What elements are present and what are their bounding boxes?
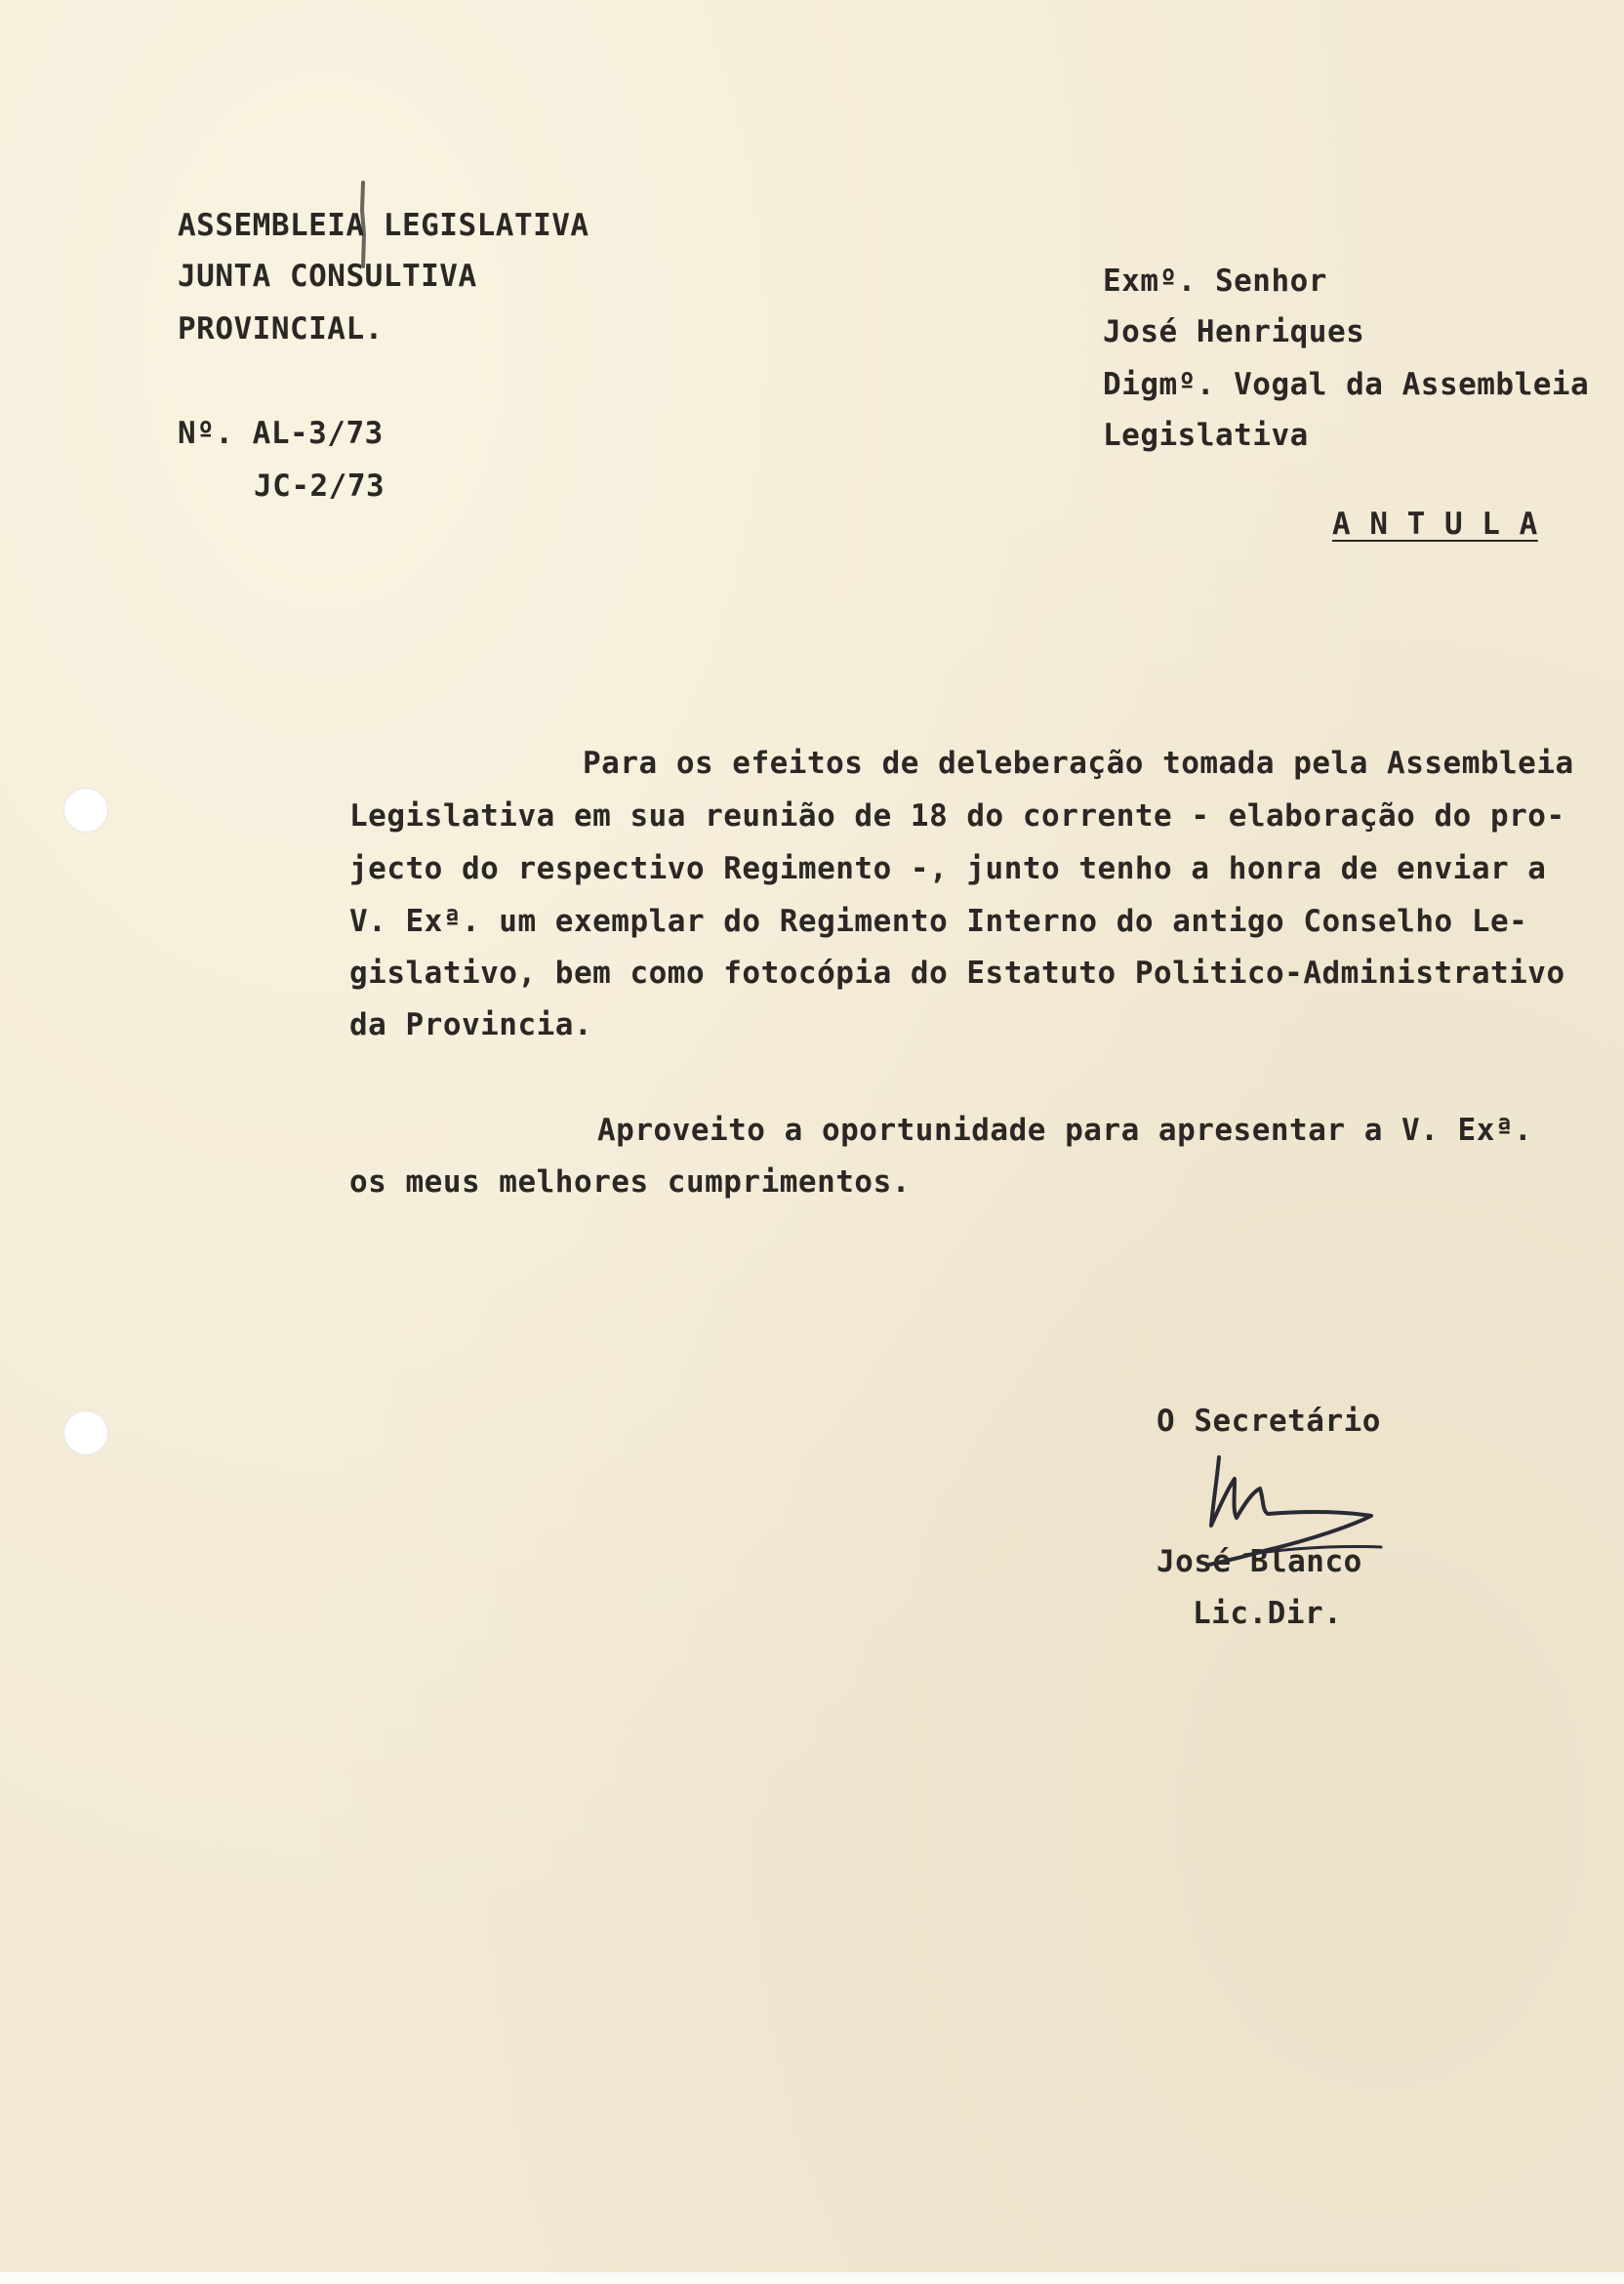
- handwritten-signature: [1205, 1449, 1401, 1586]
- body-line: os meus melhores cumprimentos.: [349, 1164, 911, 1200]
- recipient-title-line-2: Legislativa: [1103, 418, 1309, 453]
- recipient-title-line-1: Digmº. Vogal da Assembleia: [1103, 367, 1590, 402]
- body-line: Para os efeitos de deleberação tomada pela Assembleia: [583, 746, 1574, 781]
- body-line: Aproveito a oportunidade para apresentar a V. Exª.: [597, 1113, 1533, 1148]
- closing-name: José Blanco: [1157, 1544, 1362, 1579]
- recipient-name: José Henriques: [1103, 314, 1365, 349]
- punch-hole-top: [63, 788, 108, 833]
- body-line: Legislativa em sua reunião de 18 do corrente - elaboração do pro-: [349, 798, 1565, 834]
- body-line: jecto do respectivo Regimento -, junto tenho a honra de enviar a: [349, 851, 1547, 886]
- punch-hole-bottom: [63, 1410, 108, 1455]
- reference-line-1: Nº. AL-3/73: [178, 416, 384, 451]
- recipient-salutation: Exmº. Senhor: [1103, 264, 1327, 299]
- body-line: V. Exª. um exemplar do Regimento Interno do antigo Conselho Le-: [349, 904, 1528, 939]
- recipient-location: A N T U L A: [1332, 507, 1538, 542]
- closing-credential: Lic.Dir.: [1193, 1596, 1343, 1631]
- body-line: gislativo, bem como fotocópia do Estatuto Politico-Administrativo: [349, 956, 1565, 991]
- body-line: da Provincia.: [349, 1007, 593, 1042]
- letterhead-line-3: PROVINCIAL.: [178, 311, 384, 347]
- closing-role: O Secretário: [1157, 1404, 1381, 1439]
- letterhead-line-2: JUNTA CONSULTIVA: [178, 259, 477, 294]
- letterhead-line-1: ASSEMBLEIA LEGISLATIVA: [178, 208, 589, 243]
- reference-line-2: JC-2/73: [254, 469, 386, 504]
